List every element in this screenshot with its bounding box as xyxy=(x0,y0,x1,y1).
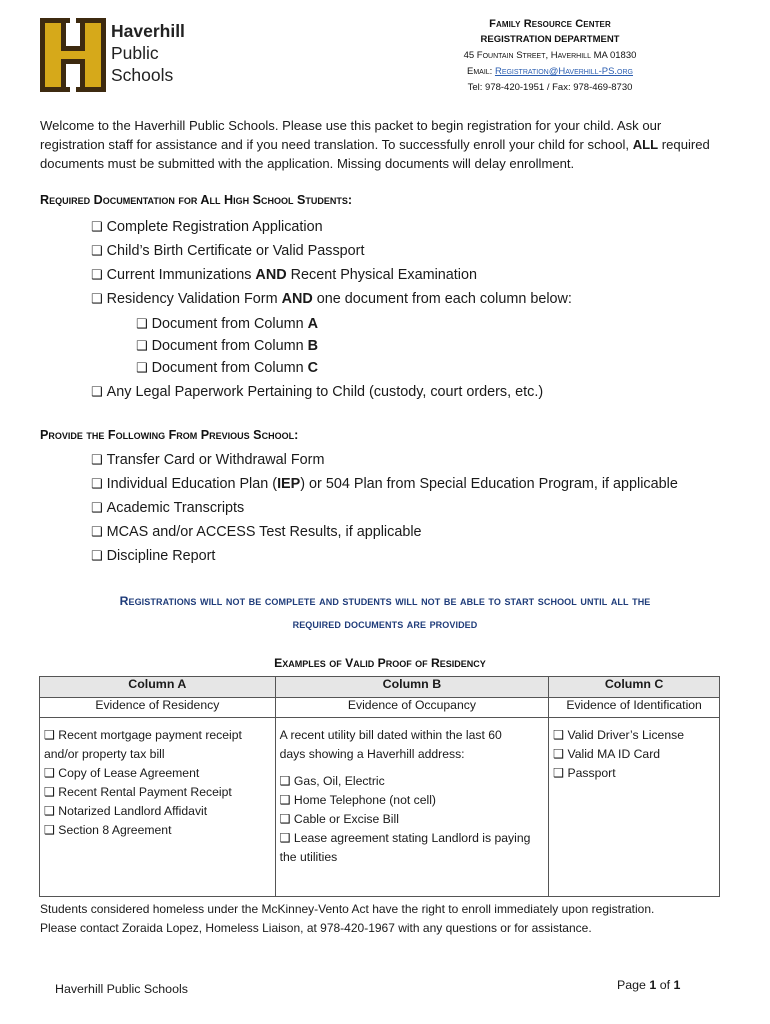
list-item: ❑ Lease agreement stating Landlord is paying xyxy=(279,831,531,845)
checkbox-icon[interactable]: ❑ xyxy=(91,476,103,491)
checklist-item: ❑ Residency Validation Form AND one document from each column below: xyxy=(91,287,572,311)
column-a-subheader: Evidence of Residency xyxy=(40,698,276,718)
checklist-item: ❑ Individual Education Plan (IEP) or 504 Plan from Special Education Program, if applicable xyxy=(91,472,678,496)
column-b-subheader: Evidence of Occupancy xyxy=(275,698,549,718)
intro-paragraph xyxy=(40,116,720,173)
column-c-cell xyxy=(549,718,720,897)
checkbox-icon[interactable]: ❑ xyxy=(91,500,103,515)
column-a-header: Column A xyxy=(40,677,276,698)
checklist-item: ❑ Complete Registration Application xyxy=(91,215,323,239)
checkbox-icon[interactable]: ❑ xyxy=(136,360,148,375)
contact-block xyxy=(420,16,680,96)
list-item: and/or property tax bill xyxy=(44,747,165,761)
column-c-header: Column C xyxy=(549,677,720,698)
logo-line-1: Haverhill xyxy=(111,21,185,41)
checkbox-icon[interactable]: ❑ xyxy=(91,243,103,258)
checkbox-icon[interactable]: ❑ xyxy=(91,524,103,539)
center-title: Family Resource Center xyxy=(489,18,611,30)
list-item: ❑ Passport xyxy=(553,766,616,780)
checkbox-icon[interactable]: ❑ xyxy=(136,316,148,331)
column-a-cell xyxy=(40,718,276,897)
intro-text-2: required documents must be submitted with the application. Missing documents will delay enrollment. xyxy=(40,137,710,171)
haverhill-h-logo-icon xyxy=(40,18,106,92)
email-line xyxy=(420,64,680,80)
list-item: ❑ Home Telephone (not cell) xyxy=(279,793,436,807)
checklist-item: ❑ Child’s Birth Certificate or Valid Passport xyxy=(91,239,364,263)
logo-line-3: Schools xyxy=(111,65,174,85)
logo-line-2: Public xyxy=(111,43,159,63)
mckinney-vento-note xyxy=(40,900,730,938)
checkbox-icon[interactable]: ❑ xyxy=(91,219,103,234)
list-item: days showing a Haverhill address: xyxy=(279,747,465,761)
column-b-header: Column B xyxy=(275,677,549,698)
checkbox-icon[interactable]: ❑ xyxy=(91,548,103,563)
logo-wordmark xyxy=(111,20,185,86)
checklist-item: ❑ MCAS and/or ACCESS Test Results, if applicable xyxy=(91,520,422,544)
list-item: A recent utility bill dated within the last 60 xyxy=(279,728,502,742)
previous-school-heading: Provide the Following From Previous School: xyxy=(40,428,299,442)
footer-school-name: Haverhill Public Schools xyxy=(55,982,188,996)
intro-text-1: Welcome to the Haverhill Public Schools. Please use this packet to begin registration for your child. Ask our registration staff for assistance and if you need translation. To successfully enroll your child for school, xyxy=(40,118,662,152)
column-c-subheader: Evidence of Identification xyxy=(549,698,720,718)
column-item-a: ❑ Document from Column A xyxy=(136,313,318,335)
email-label: Email: xyxy=(467,66,495,77)
completion-notice xyxy=(40,590,730,636)
page-number: Page 1 of 1 xyxy=(617,978,681,992)
list-item: ❑ Copy of Lease Agreement xyxy=(44,766,200,780)
address-line: 45 Fountain Street, Haverhill MA 01830 xyxy=(463,50,637,61)
column-item-b: ❑ Document from Column B xyxy=(136,335,318,357)
checkbox-icon[interactable]: ❑ xyxy=(91,384,103,399)
notice-line-1: Registrations will not be complete and students will not be able to start school until all the xyxy=(119,594,651,608)
list-item: ❑ Section 8 Agreement xyxy=(44,823,172,837)
phone-line: Tel: 978-420-1951 / Fax: 978-469-8730 xyxy=(467,82,633,93)
list-item: ❑ Valid Driver’s License xyxy=(553,728,684,742)
checklist-item: ❑ Transfer Card or Withdrawal Form xyxy=(91,448,324,472)
column-item-c: ❑ Document from Column C xyxy=(136,357,318,379)
email-link[interactable]: Registration@Haverhill-PS.org xyxy=(494,66,633,77)
list-item: ❑ Valid MA ID Card xyxy=(553,747,661,761)
list-item: ❑ Cable or Excise Bill xyxy=(279,812,399,826)
list-item: ❑ Recent mortgage payment receipt xyxy=(44,728,242,742)
list-item: ❑ Gas, Oil, Electric xyxy=(279,774,385,788)
notice-line-2: required documents are provided xyxy=(292,617,478,631)
checklist-item: ❑ Academic Transcripts xyxy=(91,496,244,520)
checkbox-icon[interactable]: ❑ xyxy=(136,338,148,353)
intro-bold: ALL xyxy=(632,137,659,152)
checklist-item: ❑ Discipline Report xyxy=(91,544,215,568)
list-item: the utilities xyxy=(279,850,338,864)
list-item: ❑ Notarized Landlord Affidavit xyxy=(44,804,208,818)
department-title: REGISTRATION DEPARTMENT xyxy=(480,34,620,45)
school-logo xyxy=(40,18,210,92)
checklist-item: ❑ Current Immunizations AND Recent Physical Examination xyxy=(91,263,477,287)
column-b-cell xyxy=(275,718,549,897)
checkbox-icon[interactable]: ❑ xyxy=(91,291,103,306)
checkbox-icon[interactable]: ❑ xyxy=(91,452,103,467)
list-item: ❑ Recent Rental Payment Receipt xyxy=(44,785,232,799)
checklist-item: ❑ Any Legal Paperwork Pertaining to Child (custody, court orders, etc.) xyxy=(91,380,543,404)
checkbox-icon[interactable]: ❑ xyxy=(91,267,103,282)
note-line-1: Students considered homeless under the McKinney-Vento Act have the right to enroll immediately upon registration. xyxy=(40,902,655,916)
required-docs-heading: Required Documentation for All High School Students: xyxy=(40,193,353,207)
residency-proof-table xyxy=(39,676,720,897)
note-line-2: Please contact Zoraida Lopez, Homeless Liaison, at 978-420-1967 with any questions or for assistance. xyxy=(40,921,592,935)
examples-heading: Examples of Valid Proof of Residency xyxy=(274,656,486,670)
